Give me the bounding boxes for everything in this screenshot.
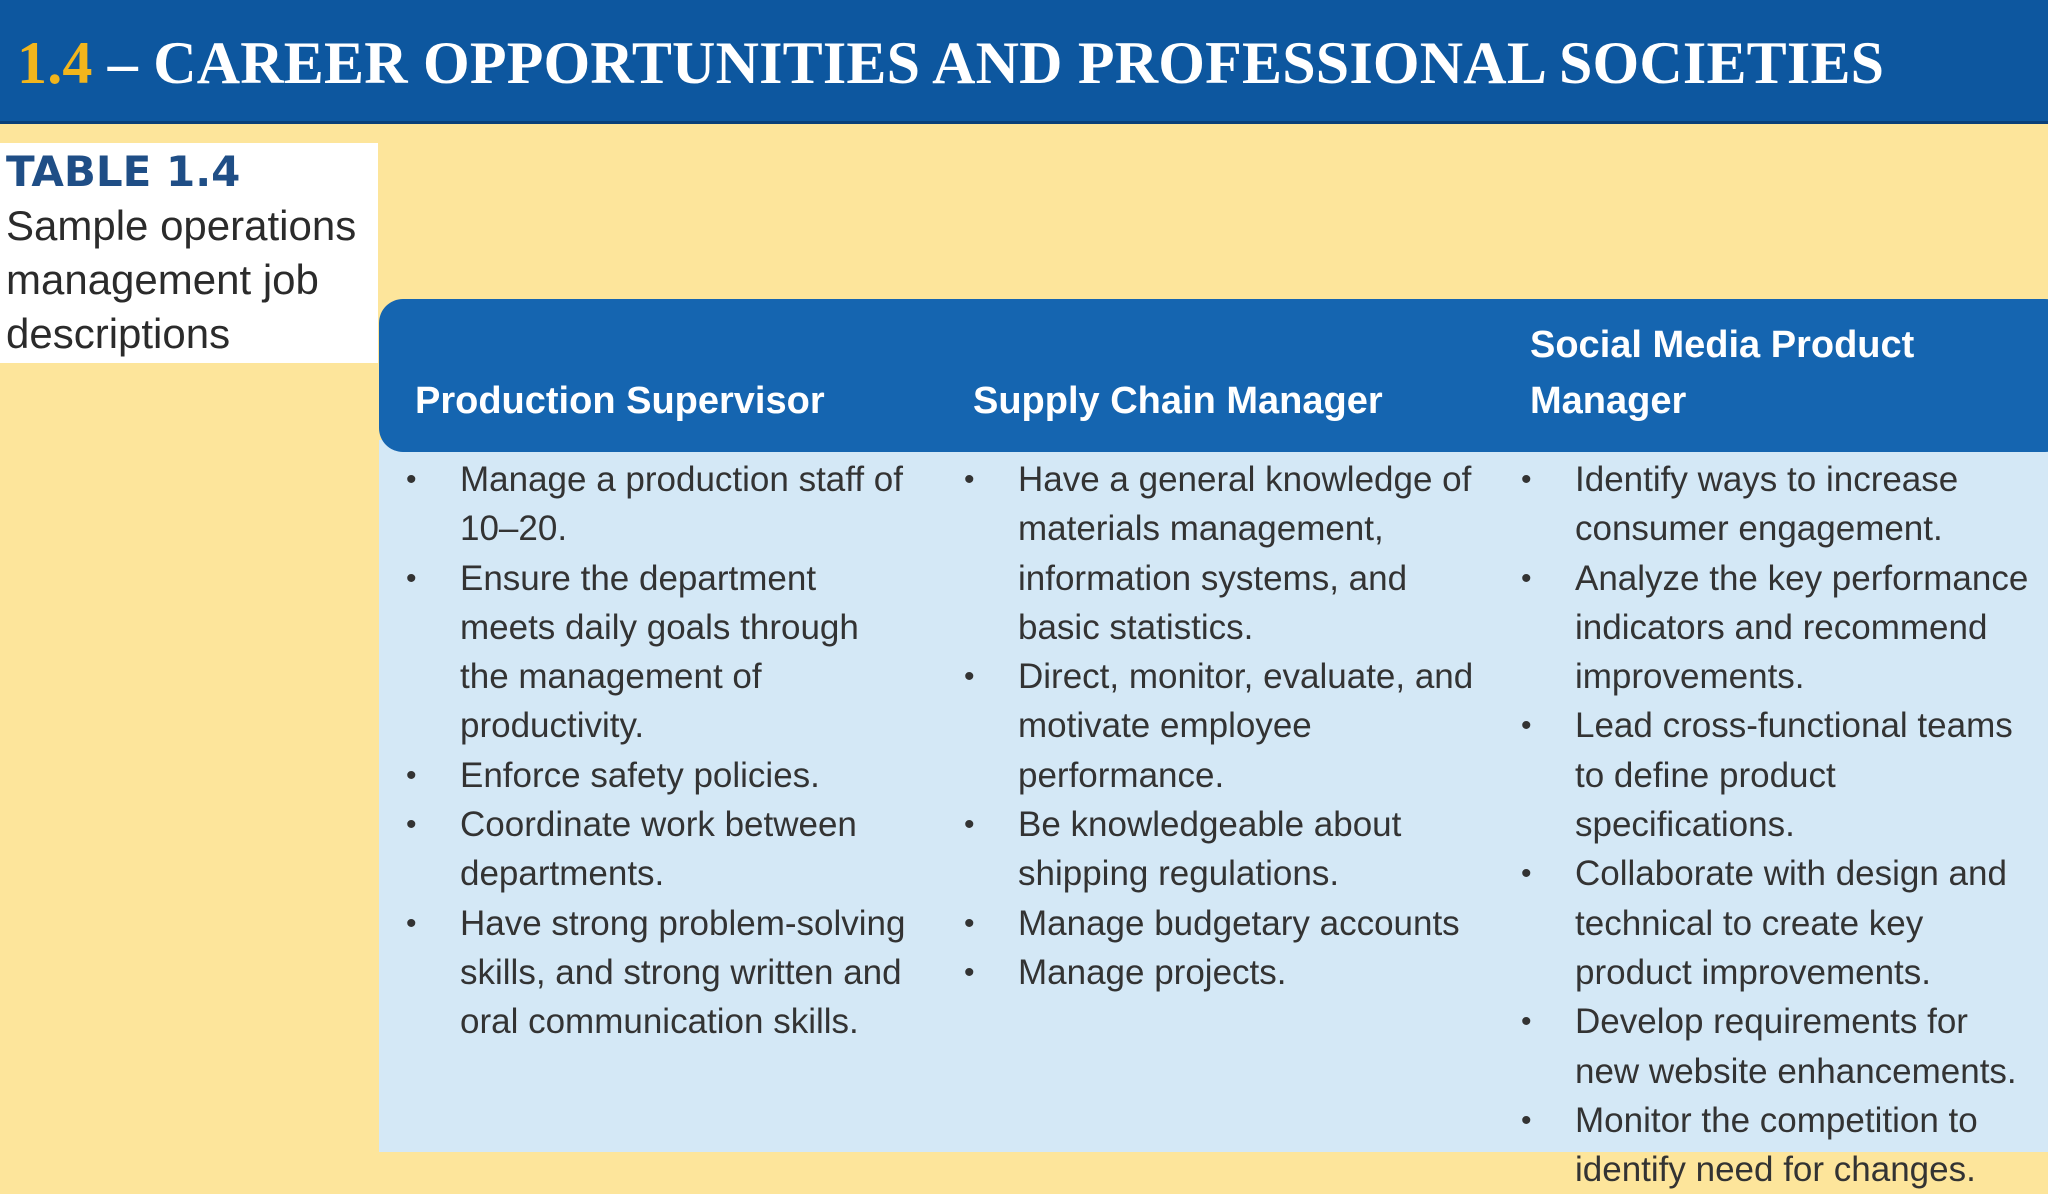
list-item: • Have strong problem-solving skills, and strong written and oral communication skills. xyxy=(406,899,916,1047)
list-item: • Monitor the competition to identify need for changes. xyxy=(1521,1096,2041,1194)
column-header-supply-chain-manager: Supply Chain Manager xyxy=(973,380,1383,422)
social-media-product-manager-duties xyxy=(1521,455,2041,1194)
list-item: • Collaborate with design and technical to create key product improvements. xyxy=(1521,849,2041,997)
slide-title-text: – CAREER OPPORTUNITIES AND PROFESSIONAL SOCIETIES xyxy=(92,30,1885,96)
supply-chain-manager-duties xyxy=(964,455,1474,997)
list-item: • Identify ways to increase consumer engagement. xyxy=(1521,455,2041,554)
column-header-social-media-product-manager: Social Media Product Manager xyxy=(1530,324,1915,422)
production-supervisor-duties xyxy=(406,455,916,1047)
slide-title-number: 1.4 xyxy=(17,30,93,96)
title-bar xyxy=(0,0,2048,124)
list-item: • Analyze the key performance indicators and recommend improvements. xyxy=(1521,554,2041,702)
list-item: • Be knowledgeable about shipping regulations. xyxy=(964,800,1474,899)
table-description: Sample operations management job descriptions xyxy=(6,202,357,357)
list-item: • Lead cross-functional teams to define product specifications. xyxy=(1521,701,2041,849)
list-item: • Manage projects. xyxy=(964,948,1474,997)
slide-title xyxy=(17,27,1884,99)
list-item: • Direct, monitor, evaluate, and motivate employee performance. xyxy=(964,652,1474,800)
list-item: • Enforce safety policies. xyxy=(406,751,916,800)
list-item: • Manage budgetary accounts xyxy=(964,899,1474,948)
list-item: • Coordinate work between departments. xyxy=(406,800,916,899)
list-item: • Have a general knowledge of materials management, information systems, and basic statistics. xyxy=(964,455,1474,652)
list-item: • Manage a production staff of 10–20. xyxy=(406,455,916,554)
list-item: • Develop requirements for new website enhancements. xyxy=(1521,997,2041,1096)
column-header-production-supervisor: Production Supervisor xyxy=(415,380,825,422)
table-label: TABLE 1.4 xyxy=(6,147,241,196)
table-caption xyxy=(0,143,378,363)
list-item: • Ensure the department meets daily goals through the management of productivity. xyxy=(406,554,916,751)
